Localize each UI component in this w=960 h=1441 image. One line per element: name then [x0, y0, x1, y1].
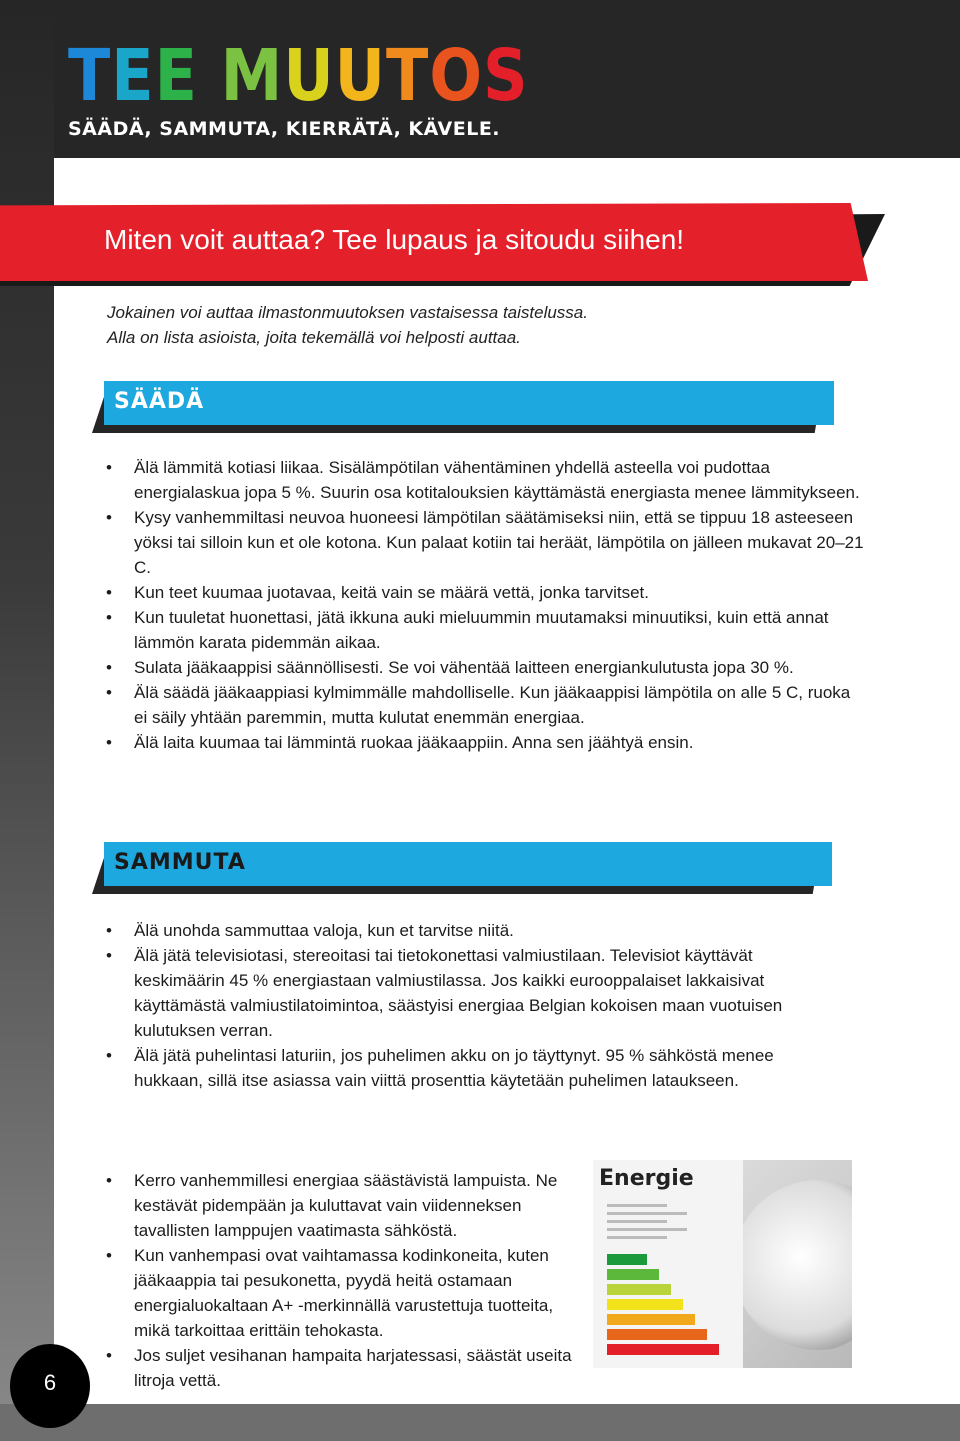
- sammuta-heading: SAMMUTA: [114, 850, 246, 875]
- list-item: • Älä jätä puhelintasi laturiin, jos puhelimen akku on jo täyttynyt. 95 % sähköstä menee hukkaan, sillä itse asiassa vain viittä prosenttia käytetään puhelimen lataukseen.: [104, 1043, 844, 1093]
- energy-class-band: [607, 1314, 695, 1325]
- section-header-bar: [104, 381, 834, 425]
- logo-subtitle: SÄÄDÄ, SAMMUTA, KIERRÄTÄ, KÄVELE.: [68, 118, 501, 140]
- energie-word: Energie: [599, 1166, 694, 1191]
- saada-section-header: [104, 381, 834, 425]
- list-item: • Sulata jääkaappisi säännöllisesti. Se voi vähentää laitteen energiankulutusta jopa 30 %.: [104, 655, 864, 680]
- list-item: • Kun vanhempasi ovat vaihtamassa kodinkoneita, kuten jääkaappia tai pesukonetta, pyydä heitä ostamaan energialuokaltaan A+ -merkinnällä varustettuja tuotteita, mikä tarkoittaa erittäin tehokasta.: [104, 1243, 584, 1343]
- energy-label-photo: [593, 1160, 852, 1368]
- label-fine-print: [607, 1228, 687, 1231]
- logo-letter: E: [154, 33, 199, 118]
- label-fine-print: [607, 1236, 667, 1239]
- energy-class-band: [607, 1329, 707, 1340]
- list-item: • Kerro vanhemmillesi energiaa säästävistä lampuista. Ne kestävät pidempään ja kuluttavat vain viidenneksen tavallisten lamppujen vaatimasta sähköstä.: [104, 1168, 584, 1243]
- intro-line-2: Alla on lista asioista, joita tekemällä voi helposti auttaa.: [107, 328, 521, 347]
- logo-letter: M: [220, 33, 284, 118]
- page-number: 6: [43, 1370, 57, 1395]
- banner-heading: Miten voit auttaa? Tee lupaus ja sitoudu siihen!: [104, 224, 685, 255]
- washing-machine-drum: [733, 1180, 852, 1350]
- logo-letter: T: [386, 33, 430, 118]
- sammuta-list: [104, 918, 844, 1093]
- list-item: • Älä laita kuumaa tai lämmintä ruokaa jääkaappiin. Anna sen jäähtyä ensin.: [104, 730, 864, 755]
- energy-class-band: [607, 1254, 647, 1265]
- label-fine-print: [607, 1204, 667, 1207]
- logo-letter: T: [68, 33, 112, 118]
- saada-heading: SÄÄDÄ: [114, 389, 205, 414]
- label-fine-print: [607, 1212, 687, 1215]
- logo-letter: [198, 30, 221, 122]
- list-item: • Älä säädä jääkaappiasi kylmimmälle mahdolliselle. Kun jääkaappisi lämpötila on alle 5 C, ruoka ei säily yhtään paremmin, mutta kulutat enemmän energiaa.: [104, 680, 864, 730]
- energy-label-card: [593, 1160, 743, 1368]
- intro-line-1: Jokainen voi auttaa ilmastonmuutoksen vastaisessa taistelussa.: [107, 303, 588, 322]
- energy-class-band: [607, 1344, 719, 1355]
- sammuta-list-continued: [104, 1168, 584, 1393]
- energy-class-band: [607, 1284, 671, 1295]
- logo-letter: E: [111, 33, 155, 118]
- intro-text: [107, 300, 588, 350]
- energy-class-band: [607, 1299, 683, 1310]
- logo-letter: S: [483, 33, 529, 118]
- list-item: • Kysy vanhemmiltasi neuvoa huoneesi lämpötilan säätämiseksi niin, että se tippuu 18 asteeseen yöksi tai silloin kun et ole kotona. Kun palaat kotiin tai heräät, lämpötila on jälleen mukavat 20–21 C.: [104, 505, 864, 580]
- logo-letter: O: [429, 33, 484, 118]
- list-item: • Älä lämmitä kotiasi liikaa. Sisälämpötilan vähentäminen yhdellä asteella voi pudottaa energialaskua jopa 5 %. Suurin osa kotitalouksien käyttämästä energiasta menee lämmitykseen.: [104, 455, 864, 505]
- saada-list: [104, 455, 864, 755]
- energy-class-band: [607, 1269, 659, 1280]
- list-item: • Kun teet kuumaa juotavaa, keitä vain se määrä vettä, jonka tarvitset.: [104, 580, 864, 605]
- list-item: • Kun tuuletat huonettasi, jätä ikkuna auki mieluummin muutamaksi minuutiksi, kuin että annat lämmön karata pidemmän aikaa.: [104, 605, 864, 655]
- tee-muutos-logo: [68, 30, 529, 122]
- logo-letter: U: [283, 33, 335, 118]
- list-item: • Älä jätä televisiotasi, stereoitasi tai tietokonettasi valmiustilaan. Televisiot käyttävät keskimäärin 45 % energiastaan valmiustilassa. Jos kaikki eurooppalaiset lakkaisivat käyttämästä valmiustilatoimintoa, säästyisi energiaa Belgian kokoisen maan vuotuisen kulutuksen verran.: [104, 943, 844, 1043]
- bottom-strip: [0, 1404, 960, 1441]
- sammuta-section-header: [104, 842, 832, 886]
- list-item: • Jos suljet vesihanan hampaita harjatessasi, säästät useita litroja vettä.: [104, 1343, 584, 1393]
- label-fine-print: [607, 1220, 667, 1223]
- list-item: • Älä unohda sammuttaa valoja, kun et tarvitse niitä.: [104, 918, 844, 943]
- logo-letter: U: [334, 33, 387, 118]
